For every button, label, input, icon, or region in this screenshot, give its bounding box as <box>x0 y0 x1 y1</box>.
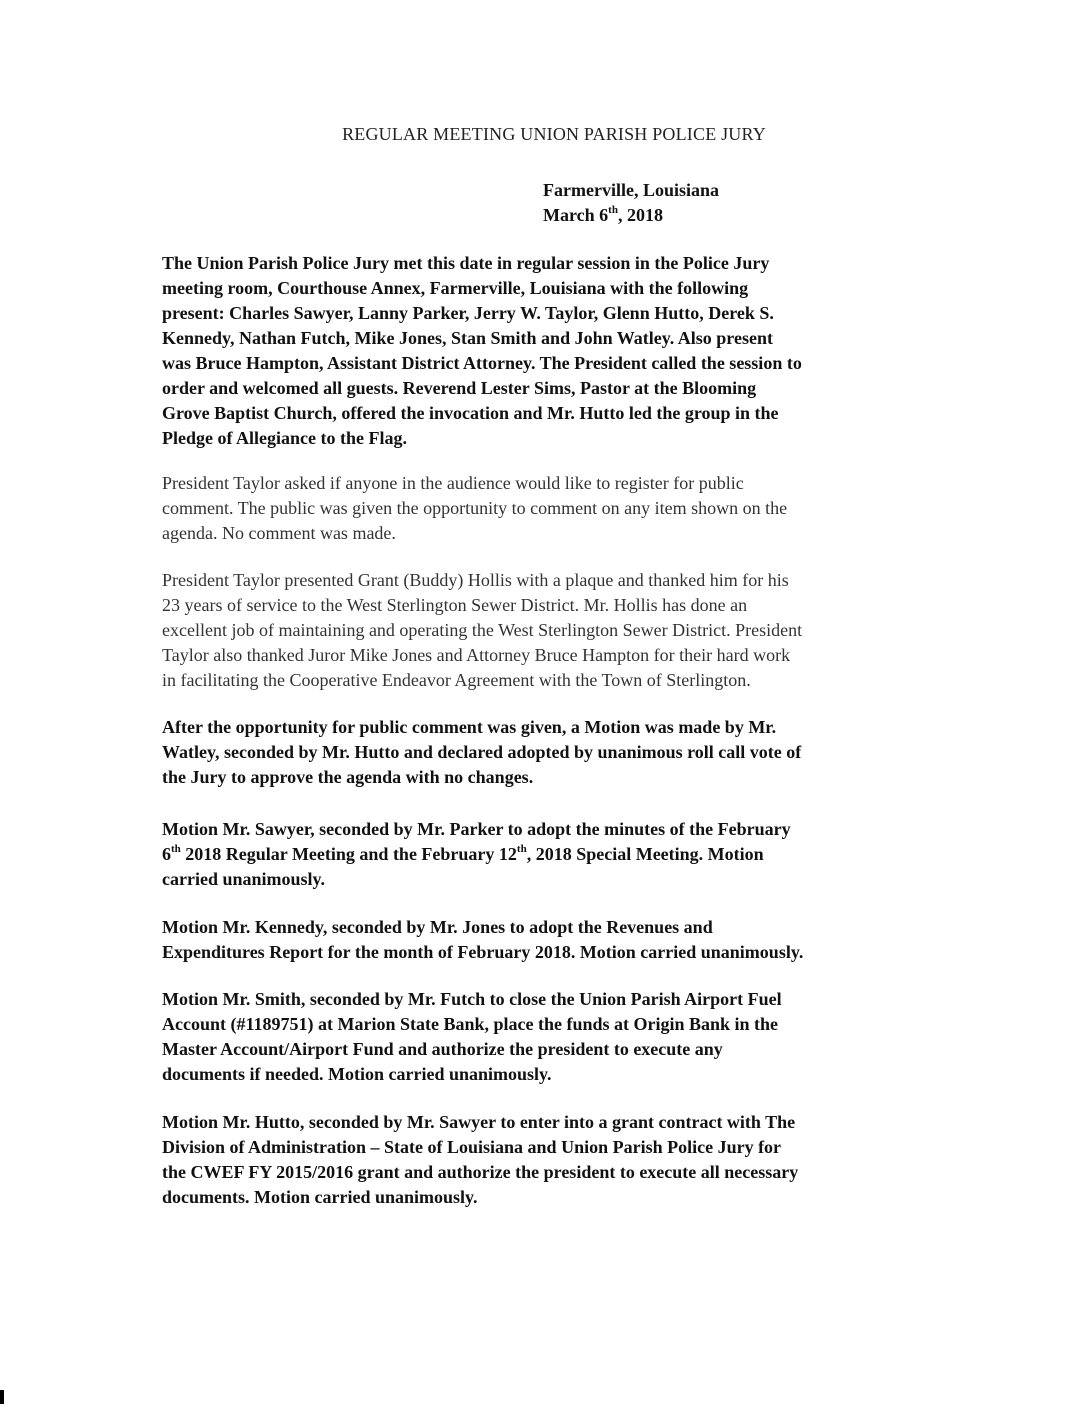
paragraph-line: documents. Motion carried unanimously. <box>162 1187 478 1207</box>
paragraph-line: Division of Administration – State of Louisiana and Union Parish Police Jury for <box>162 1137 782 1157</box>
paragraph-line: 23 years of service to the West Sterlington Sewer District. Mr. Hollis has done an <box>162 595 748 615</box>
paragraph-line: Pledge of Allegiance to the Flag. <box>162 428 407 448</box>
document-title: REGULAR MEETING UNION PARISH POLICE JURY <box>342 124 766 144</box>
place-date-block <box>543 178 719 228</box>
paragraph-line: Motion Mr. Kennedy, seconded by Mr. Jones to adopt the Revenues and <box>162 917 713 937</box>
paragraph-line: meeting room, Courthouse Annex, Farmerville, Louisiana with the following <box>162 278 749 298</box>
paragraph-line: President Taylor presented Grant (Buddy) Hollis with a plaque and thanked him for his <box>162 570 789 590</box>
paragraph-plaque-presentation <box>162 568 942 693</box>
paragraph-public-comment <box>162 471 942 546</box>
paragraph-line: Expenditures Report for the month of February 2018. Motion carried unanimously. <box>162 942 804 962</box>
meeting-location: Farmerville, Louisiana <box>543 180 719 200</box>
meeting-date-sup: th <box>608 204 618 216</box>
paragraph-line: carried unanimously. <box>162 869 326 889</box>
paragraph-session-opening <box>162 251 942 451</box>
line-sup: th <box>171 843 181 855</box>
paragraph-line: the Jury to approve the agenda with no changes. <box>162 767 534 787</box>
paragraph-line: present: Charles Sawyer, Lanny Parker, Jerry W. Taylor, Glenn Hutto, Derek S. <box>162 303 774 323</box>
paragraph-line: Grove Baptist Church, offered the invocation and Mr. Hutto led the group in the <box>162 403 779 423</box>
paragraph-revenues-motion <box>162 915 942 965</box>
paragraph-line: President Taylor asked if anyone in the audience would like to register for public <box>162 473 744 493</box>
line-fragment: 6 <box>162 844 171 864</box>
line-sup: th <box>516 843 527 855</box>
paragraph-line: Watley, seconded by Mr. Hutto and declared adopted by unanimous roll call vote of <box>162 742 802 762</box>
paragraph-line: agenda. No comment was made. <box>162 523 396 543</box>
meeting-date <box>543 203 719 228</box>
paragraph-line: Master Account/Airport Fund and authorize the president to execute any <box>162 1039 723 1059</box>
paragraph-minutes-motion <box>162 817 942 892</box>
paragraph-line: the CWEF FY 2015/2016 grant and authorize the president to execute all necessary <box>162 1162 799 1182</box>
scan-edge-mark <box>0 1390 4 1404</box>
paragraph-line: documents if needed. Motion carried unanimously. <box>162 1064 552 1084</box>
paragraph-line: After the opportunity for public comment was given, a Motion was made by Mr. <box>162 717 777 737</box>
paragraph-line: Kennedy, Nathan Futch, Mike Jones, Stan Smith and John Watley. Also present <box>162 328 773 348</box>
paragraph-grant-contract-motion <box>162 1110 942 1210</box>
paragraph-agenda-motion <box>162 715 942 790</box>
line-fragment: 2018 Regular Meeting and the February 12 <box>180 844 517 864</box>
paragraph-line: excellent job of maintaining and operating the West Sterlington Sewer District. President <box>162 620 803 640</box>
line-fragment: , 2018 Special Meeting. Motion <box>526 844 764 864</box>
paragraph-line: Account (#1189751) at Marion State Bank, place the funds at Origin Bank in the <box>162 1014 779 1034</box>
paragraph-line <box>162 842 942 867</box>
paragraph-line: Taylor also thanked Juror Mike Jones and Attorney Bruce Hampton for their hard work <box>162 645 791 665</box>
meeting-date-suffix: , 2018 <box>617 205 663 225</box>
paragraph-line: was Bruce Hampton, Assistant District Attorney. The President called the session to <box>162 353 802 373</box>
paragraph-line: The Union Parish Police Jury met this date in regular session in the Police Jury <box>162 253 770 273</box>
paragraph-line: Motion Mr. Hutto, seconded by Mr. Sawyer to enter into a grant contract with The <box>162 1112 796 1132</box>
paragraph-line: in facilitating the Cooperative Endeavor Agreement with the Town of Sterlington. <box>162 670 751 690</box>
paragraph-line: Motion Mr. Smith, seconded by Mr. Futch to close the Union Parish Airport Fuel <box>162 989 782 1009</box>
paragraph-line: order and welcomed all guests. Reverend Lester Sims, Pastor at the Blooming <box>162 378 757 398</box>
paragraph-line: comment. The public was given the opportunity to comment on any item shown on the <box>162 498 788 518</box>
paragraph-line: Motion Mr. Sawyer, seconded by Mr. Parker to adopt the minutes of the February <box>162 819 791 839</box>
meeting-date-prefix: March 6 <box>543 205 609 225</box>
paragraph-airport-account-motion <box>162 987 942 1087</box>
